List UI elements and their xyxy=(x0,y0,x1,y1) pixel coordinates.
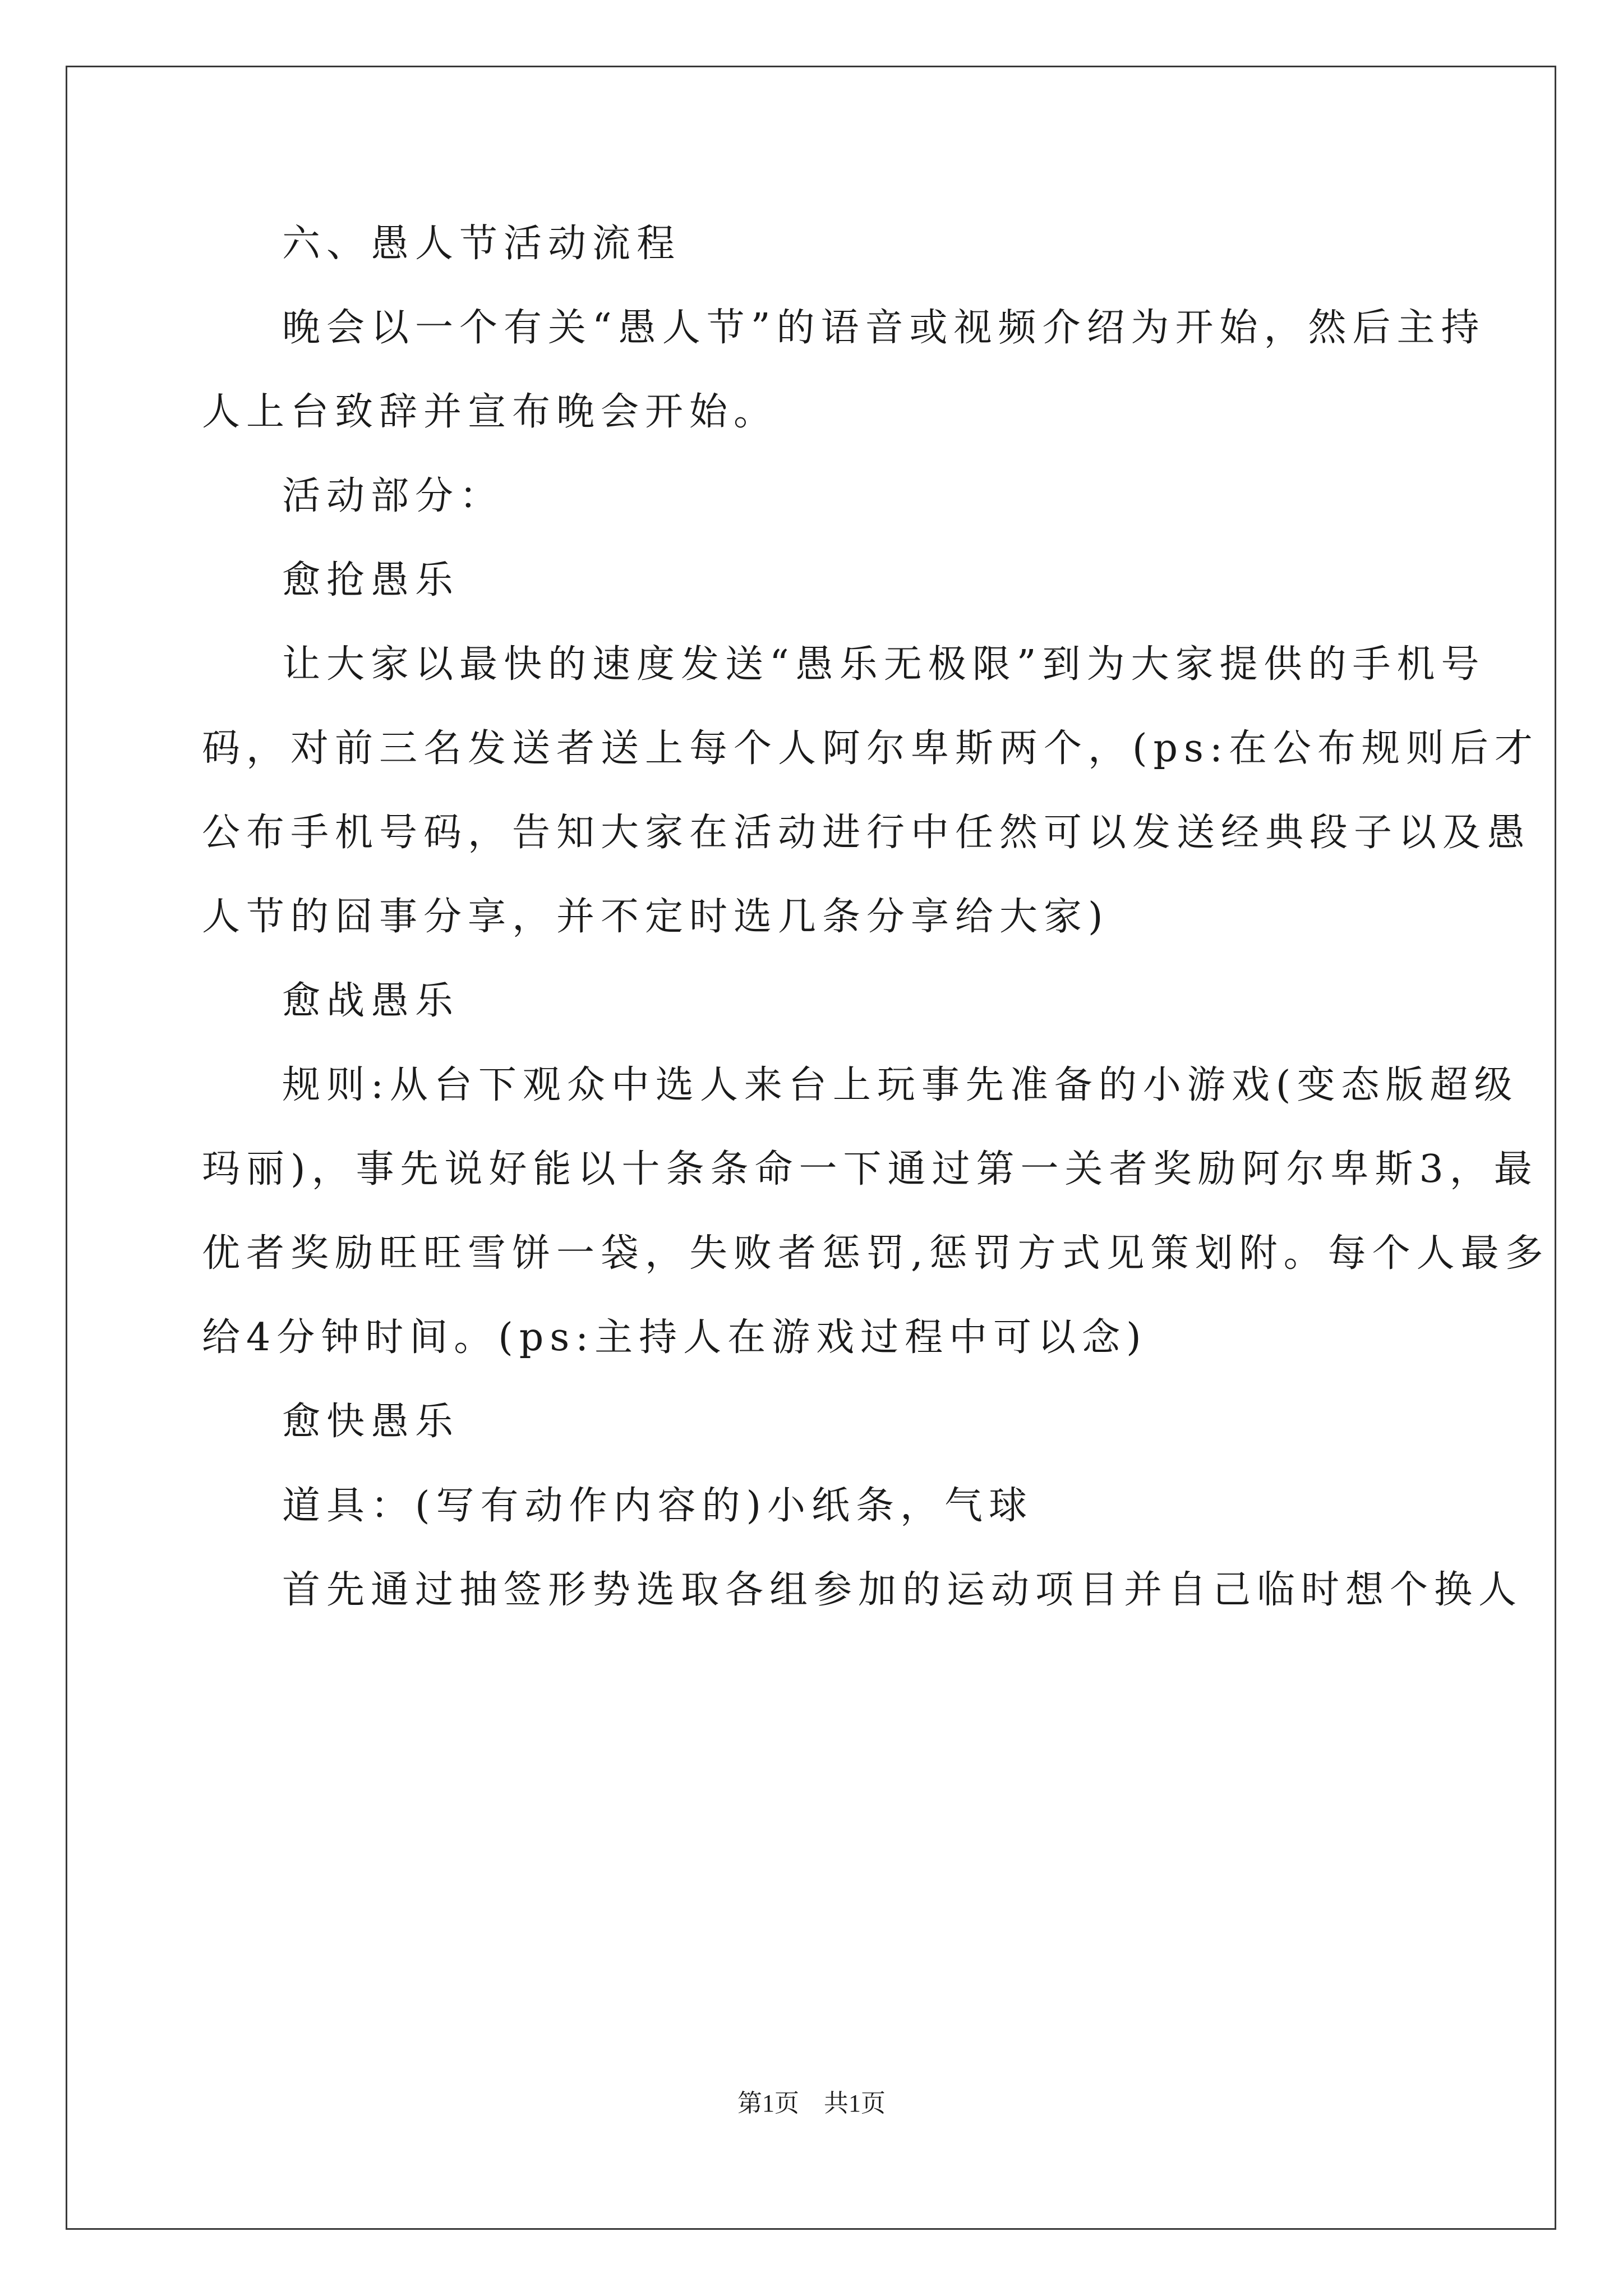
paragraph-line: 优者奖励旺旺雪饼一袋，失败者惩罚,惩罚方式见策划附。每个人最多 xyxy=(202,1231,1550,1276)
section-heading: 六、愚人节活动流程 xyxy=(282,222,681,266)
paragraph-line: 晚会以一个有关“愚人节”的语音或视频介绍为开始，然后主持 xyxy=(282,306,1486,350)
paragraph-line: 人上台致辞并宣布晚会开始。 xyxy=(202,390,778,434)
paragraph-line: 公布手机号码，告知大家在活动进行中任然可以发送经典段子以及愚 xyxy=(202,811,1532,855)
subsection-heading: 愈战愚乐 xyxy=(282,979,460,1023)
paragraph-line: 规则:从台下观众中选人来台上玩事先准备的小游戏(变态版超级 xyxy=(282,1063,1519,1107)
paragraph-line: 玛丽)，事先说好能以十条条命一下通过第一关者奖励阿尔卑斯3，最 xyxy=(202,1147,1538,1191)
document-body xyxy=(202,202,1550,1632)
subsection-heading: 愈抢愚乐 xyxy=(282,558,460,602)
paragraph-line: 码，对前三名发送者送上每个人阿尔卑斯两个，(ps:在公布规则后才 xyxy=(202,726,1539,771)
paragraph-line: 人节的囧事分享，并不定时选几条分享给大家) xyxy=(202,895,1109,939)
paragraph-line: 活动部分： xyxy=(282,474,504,518)
paragraph-line: 道具：(写有动作内容的)小纸条，气球 xyxy=(282,1484,1034,1528)
subsection-heading: 愈快愚乐 xyxy=(282,1400,460,1444)
paragraph-line: 让大家以最快的速度发送“愚乐无极限”到为大家提供的手机号 xyxy=(282,642,1486,687)
paragraph-line: 首先通过抽签形势选取各组参加的运动项目并自己临时想个换人 xyxy=(282,1568,1523,1612)
page-number-footer: 第1页 共1页 xyxy=(737,2090,886,2117)
paragraph-line: 给4分钟时间。(ps:主持人在游戏过程中可以念) xyxy=(202,1315,1147,1360)
